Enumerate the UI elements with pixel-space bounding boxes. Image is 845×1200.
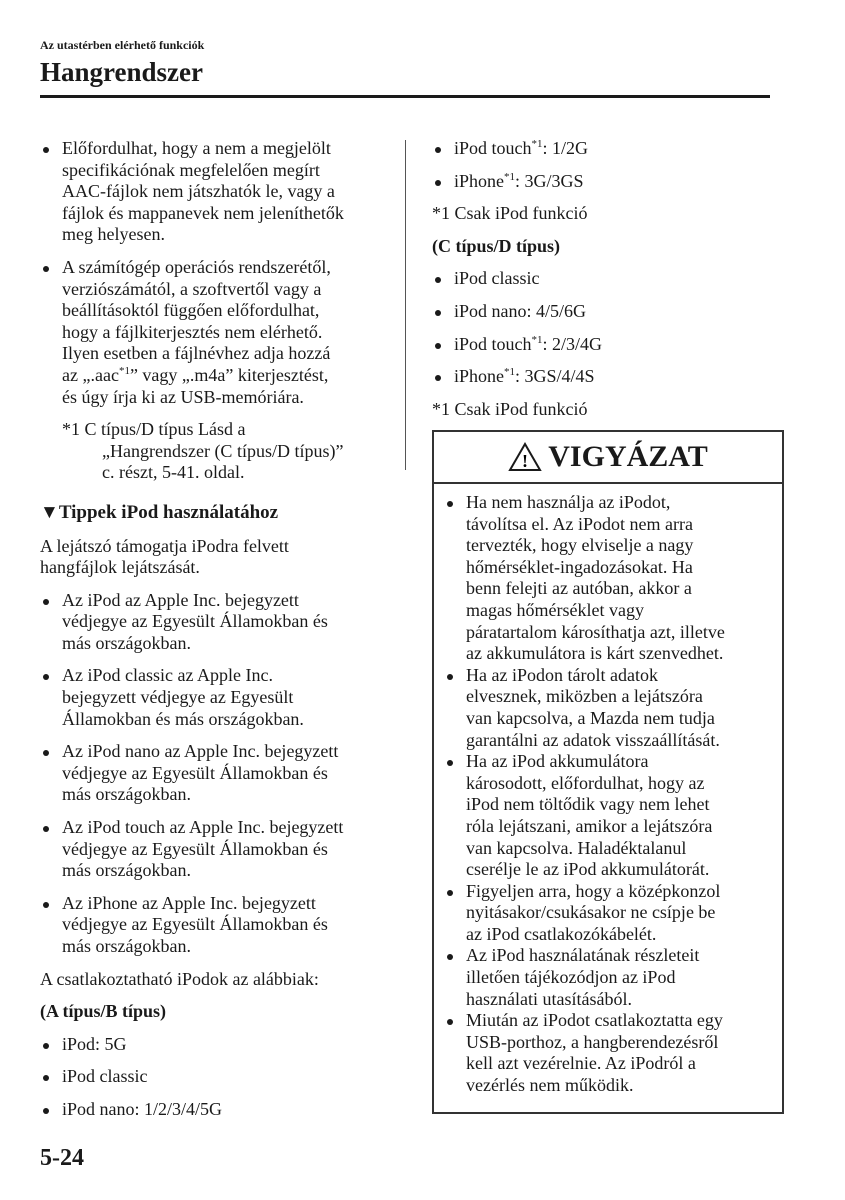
caution-item: Ha az iPodon tárolt adatok elvesznek, miközben a lejátszóra van kapcsolva, a Mazda nem tudja garantálni az adatok visszaállítását. [444,665,774,751]
device-item [432,366,782,388]
compat-text: A csatlakoztatható iPodok az alábbiak: [40,968,319,989]
note: *1 Csak iPod funkció [432,203,588,224]
trademark-item: Az iPod nano az Apple Inc. bejegyzett védjegye az Egyesült Államokban és más országokban. [40,741,400,806]
caution-item: Az iPod használatának részleteit illetően tájékozódjon az iPod használati utasításából. [444,945,774,1010]
warning-icon [508,442,542,472]
caution-item: Figyeljen arra, hogy a középkonzol nyitásakor/csukásakor ne csípje be az iPod csatlakozókábelét. [444,881,774,946]
page-number: 5-24 [40,1145,84,1171]
note: *1 Csak iPod funkció [432,398,588,419]
footnote-ref: *1 [531,333,543,346]
column-divider [405,140,406,470]
text: A számítógép operációs rendszerétől, verziószámától, a szoftvertől vagy a beállításoktól függően előfordulhat, hogy a fájlkiterjesztés nem elérhető. Ilyen esetben a fájlnévhez adja hozzá az „.aac [62,256,331,385]
trademark-item: Az iPod classic az Apple Inc. bejegyzett védjegye az Egyesült Államokban és más országokban. [40,665,400,730]
text: : 3G/3GS [515,170,584,191]
heading-text: Tippek iPod használatához [58,501,279,523]
device-item [432,334,782,356]
intro-text: A lejátszó támogatja iPodra felvett hangfájlok lejátszását. [40,535,289,578]
footnote: *1 C típus/D típus Lásd a „Hangrendszer (C típus/D típus)” c. részt, 5-41. oldal. [62,419,344,483]
bullet-aac: Előfordulhat, hogy a nem a megjelölt specifikációnak megfelelően megírt AAC-fájlok nem játszhatók le, vagy a fájlok és mappanevek nem jeleníthetők meg helyesen. [40,138,400,246]
footnote-ref: *1 [118,364,130,377]
text: ” vagy „.m4a” kiterjesztést, és úgy írja ki az USB-memóriára. [62,364,329,407]
caution-body [434,484,782,1097]
footnote-ref: *1 [531,138,543,150]
page-title: Hangrendszer [40,57,203,87]
device-item: iPod: 5G [40,1034,400,1056]
caution-box [432,430,784,1114]
footnote-ref: *1 [504,170,516,183]
right-column [432,138,782,431]
text: : 2/3/4G [542,333,603,354]
trademark-item: Az iPod touch az Apple Inc. bejegyzett védjegye az Egyesült Államokban és más országokban. [40,817,400,882]
title-rule [40,95,770,98]
device-item: iPod classic [40,1066,400,1088]
type-cd-heading: (C típus/D típus) [432,235,561,256]
text: iPhone [454,366,505,387]
section-label: Az utastérben elérhető funkciók [40,38,205,52]
caution-header [434,432,782,484]
svg-text:!: ! [522,451,529,471]
device-item: iPod nano: 4/5/6G [432,301,782,323]
caution-item: Ha nem használja az iPodot, távolítsa el. Az iPodot nem arra tervezték, hogy elviselje a nagy hőmérséklet-ingadozásokat. Ha benn felejti az autóban, akkor a magas hőmérséklet vagy páratartalom károsíthatja azt, illetve az akkumulátora is kárt szenvedhet. [444,492,774,665]
trademark-item: Az iPhone az Apple Inc. bejegyzett védjegye az Egyesült Államokban és más országokban. [40,893,400,958]
type-ab-heading: (A típus/B típus) [40,1001,167,1022]
device-item [432,171,782,193]
caution-item: Ha az iPod akkumulátora károsodott, előfordulhat, hogy az iPod nem töltődik vagy nem lehet róla lejátszani, amikor a lejátszóra van kapcsolva. Haladéktalanul cserélje le az iPod akkumulátorát. [444,751,774,881]
text: : 3GS/4/4S [515,366,595,387]
text: iPod touch [454,138,532,158]
text: iPod touch [454,333,532,354]
text: : 1/2G [542,138,589,158]
device-item: iPod classic [432,268,782,290]
caution-title: VIGYÁZAT [548,440,708,473]
footnote-ref: *1 [504,366,516,379]
text: iPhone [454,170,505,191]
device-item: iPod nano: 1/2/3/4/5G [40,1099,400,1121]
triangle-down-icon: ▼ [40,501,59,523]
bullet-extension [40,257,400,408]
device-item [432,138,782,160]
caution-item: Miután az iPodot csatlakoztatta egy USB-porthoz, a hangberendezésről kell azt vezérelnie. Az iPodról a vezérlés nem működik. [444,1010,774,1096]
left-column [40,138,400,1132]
section-heading [40,502,400,524]
trademark-item: Az iPod az Apple Inc. bejegyzett védjegye az Egyesült Államokban és más országokban. [40,590,400,655]
